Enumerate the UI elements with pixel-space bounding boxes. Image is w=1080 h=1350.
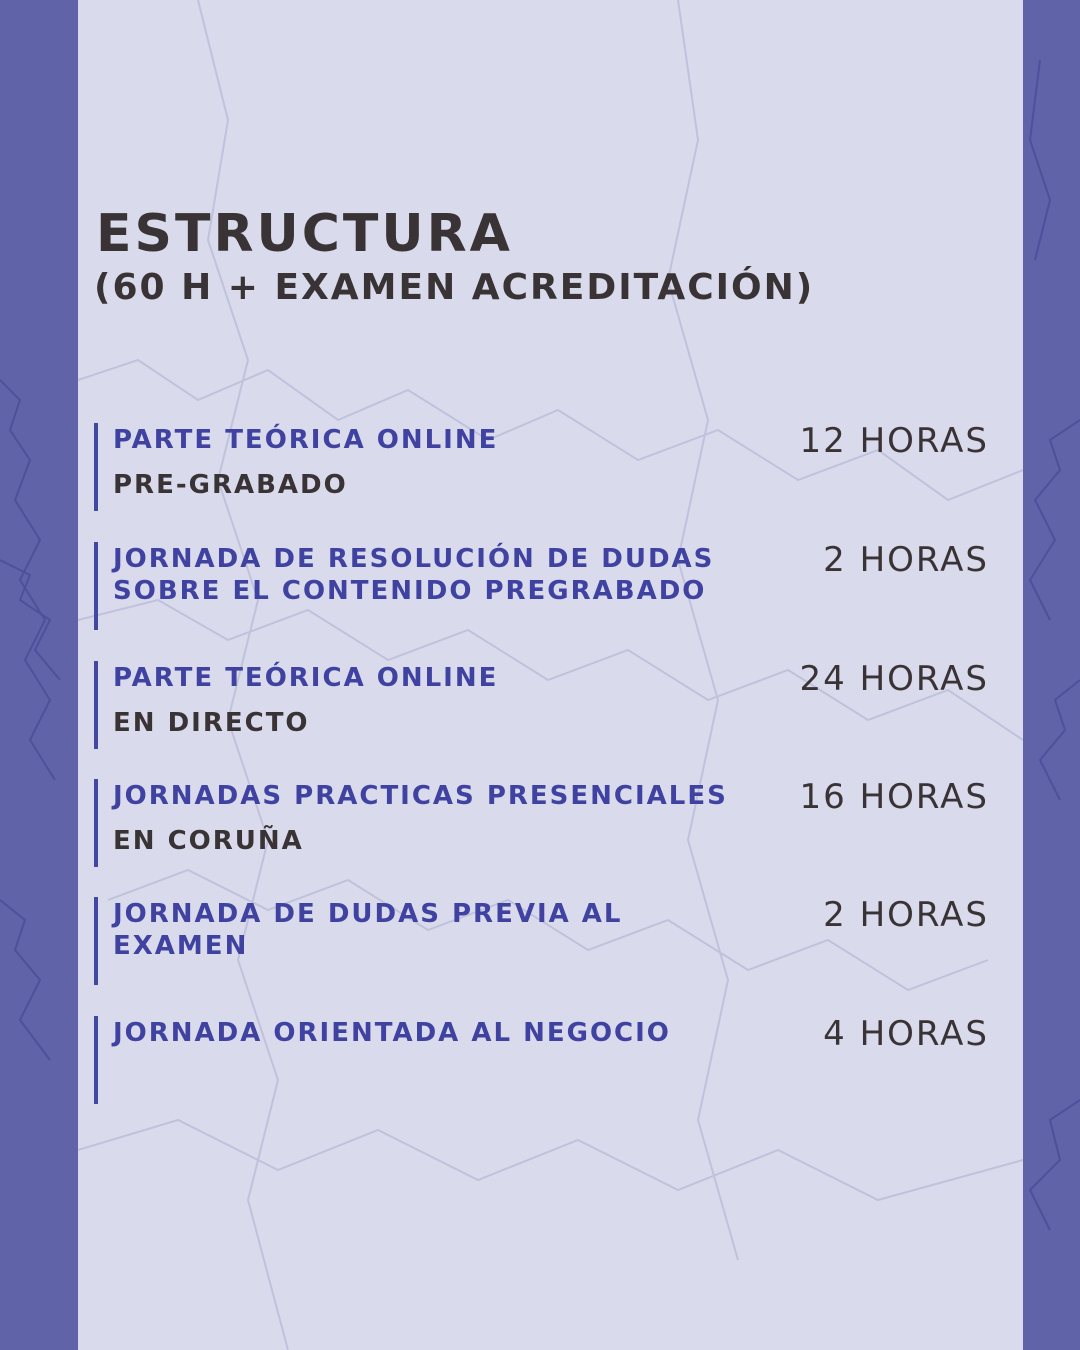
page-subtitle: (60 H + EXAMEN ACREDITACIÓN): [94, 267, 815, 308]
item-accent-bar: [94, 779, 98, 867]
item-sublabel: EN DIRECTO: [113, 708, 310, 738]
schedule-item-teorica-pregrabado: [94, 423, 989, 511]
item-hours: 24 HORAS: [799, 659, 989, 699]
item-sublabel: EN CORUÑA: [113, 826, 304, 856]
item-accent-bar: [94, 542, 98, 630]
item-hours: 12 HORAS: [799, 421, 989, 461]
schedule-item-resolucion-dudas: [94, 542, 989, 630]
schedule-item-practicas-presenciales: [94, 779, 989, 867]
schedule-item-dudas-examen: [94, 897, 989, 985]
item-accent-bar: [94, 897, 98, 985]
item-accent-bar: [94, 423, 98, 511]
item-accent-bar: [94, 661, 98, 749]
content-panel: [78, 0, 1023, 1350]
item-sublabel: PRE-GRABADO: [113, 470, 348, 500]
item-accent-bar: [94, 1016, 98, 1104]
item-label: JORNADA DE DUDAS PREVIA AL EXAMEN: [113, 899, 623, 961]
item-label: JORNADA DE RESOLUCIÓN DE DUDAS SOBRE EL CONTENIDO PREGRABADO: [113, 544, 715, 606]
item-label: PARTE TEÓRICA ONLINE: [113, 663, 499, 693]
item-hours: 16 HORAS: [799, 777, 989, 817]
item-label: JORNADAS PRACTICAS PRESENCIALES: [113, 781, 728, 811]
item-label: PARTE TEÓRICA ONLINE: [113, 425, 499, 455]
item-label: JORNADA ORIENTADA AL NEGOCIO: [113, 1018, 671, 1048]
item-hours: 2 HORAS: [823, 540, 989, 580]
schedule-item-orientada-negocio: [94, 1016, 989, 1104]
item-hours: 2 HORAS: [823, 895, 989, 935]
item-hours: 4 HORAS: [823, 1014, 989, 1054]
page-title: ESTRUCTURA: [96, 204, 513, 264]
schedule-item-teorica-directo: [94, 661, 989, 749]
